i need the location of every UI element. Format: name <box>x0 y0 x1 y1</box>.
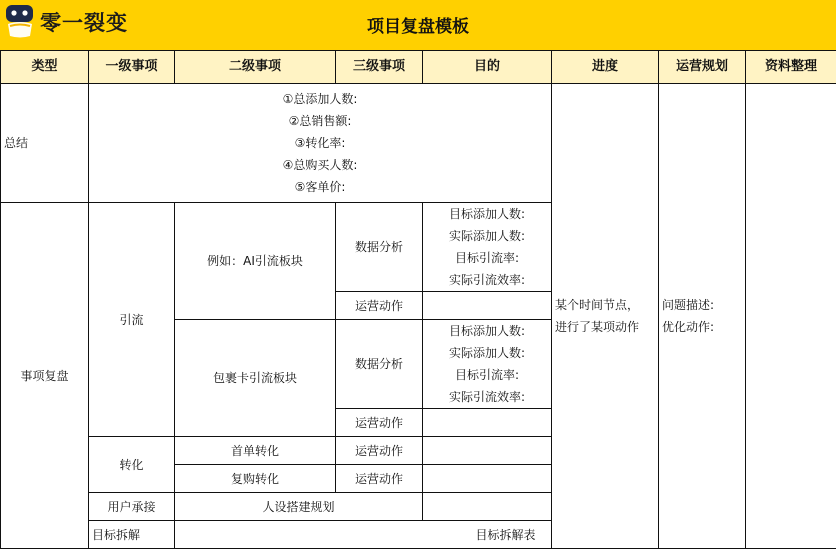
ai-data-analysis-cell: 数据分析 <box>336 203 423 292</box>
goal-metric: 实际添加人数: <box>423 225 551 247</box>
summary-items-cell <box>89 84 552 203</box>
summary-item: ④总购买人数: <box>89 154 551 176</box>
planning-cell <box>659 84 746 549</box>
summary-type-cell: 总结 <box>1 84 89 203</box>
progress-line: 进行了某项动作 <box>555 316 658 338</box>
repurchase-ops-cell: 运营动作 <box>336 465 423 493</box>
progress-line: 某个时间节点， <box>555 294 658 316</box>
parcel-data-analysis-cell: 数据分析 <box>336 320 423 409</box>
summary-item: ②总销售额: <box>89 110 551 132</box>
goal-metric: 目标添加人数: <box>423 320 551 342</box>
header-planning: 运营规划 <box>659 51 746 84</box>
goal-metric: 目标引流率: <box>423 247 551 269</box>
title-bar <box>0 0 836 51</box>
first-order-purpose-cell <box>423 437 552 465</box>
review-table <box>0 50 836 549</box>
parcel-ops-purpose-cell <box>423 409 552 437</box>
header-purpose: 目的 <box>423 51 552 84</box>
summary-item: ⑤客单价: <box>89 176 551 198</box>
target-table-cell: 目标拆解表 <box>175 521 836 549</box>
planning-line: 优化动作: <box>662 316 745 338</box>
header-level1: 一级事项 <box>89 51 175 84</box>
progress-cell <box>552 84 659 549</box>
summary-row <box>1 84 836 203</box>
materials-cell <box>746 84 836 549</box>
header-row <box>1 51 836 84</box>
first-order-ops-cell: 运营动作 <box>336 437 423 465</box>
header-level3: 三级事项 <box>336 51 423 84</box>
ai-goals-cell <box>423 203 552 292</box>
retention-purpose-cell <box>423 493 552 521</box>
goal-metric: 目标引流率: <box>423 364 551 386</box>
page-title: 项目复盘模板 <box>0 12 836 37</box>
retention-label-cell: 用户承接 <box>89 493 175 521</box>
conversion-label-cell: 转化 <box>89 437 175 493</box>
header-materials: 资料整理 <box>746 51 836 84</box>
repurchase-cell: 复购转化 <box>175 465 336 493</box>
summary-item: ③转化率: <box>89 132 551 154</box>
brand-name: 零一裂变 <box>40 7 128 37</box>
goal-metric: 目标添加人数: <box>423 203 551 225</box>
planning-line: 问题描述: <box>662 294 745 316</box>
repurchase-purpose-cell <box>423 465 552 493</box>
summary-item: ①总添加人数: <box>89 88 551 110</box>
goal-metric: 实际引流效率: <box>423 269 551 291</box>
parcel-block-cell: 包裹卡引流板块 <box>175 320 336 437</box>
header-progress: 进度 <box>552 51 659 84</box>
traffic-label-cell: 引流 <box>89 203 175 437</box>
parcel-goals-cell <box>423 320 552 409</box>
goal-metric: 实际添加人数: <box>423 342 551 364</box>
persona-cell: 人设搭建规划 <box>175 493 423 521</box>
header-type: 类型 <box>1 51 89 84</box>
goal-metric: 实际引流效率: <box>423 386 551 408</box>
ai-block-cell: 例如：AI引流板块 <box>175 203 336 320</box>
target-type-cell: 目标拆解 <box>89 521 175 549</box>
ai-ops-action-cell: 运营动作 <box>336 292 423 320</box>
header-level2: 二级事项 <box>175 51 336 84</box>
ai-ops-purpose-cell <box>423 292 552 320</box>
parcel-ops-action-cell: 运营动作 <box>336 409 423 437</box>
target-row <box>1 521 836 549</box>
first-order-cell: 首单转化 <box>175 437 336 465</box>
review-type-cell: 事项复盘 <box>1 203 89 549</box>
